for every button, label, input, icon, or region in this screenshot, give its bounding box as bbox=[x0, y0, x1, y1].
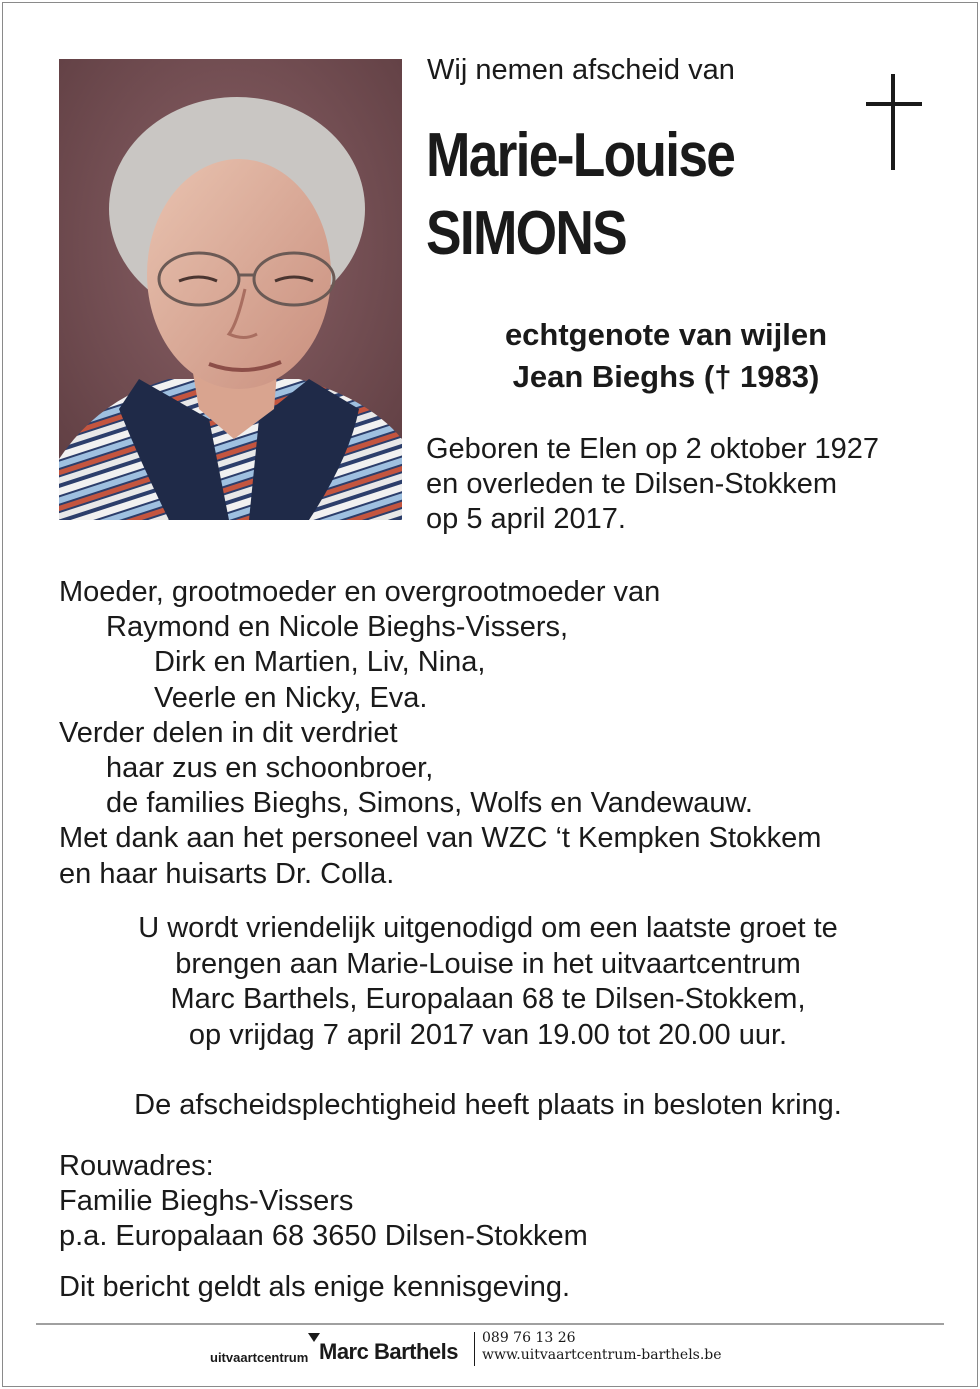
invitation-line: brengen aan Marie-Louise in het uitvaartcentrum bbox=[175, 947, 801, 980]
footer-separator bbox=[474, 1332, 475, 1366]
family-list bbox=[59, 575, 821, 892]
cross-icon bbox=[866, 74, 922, 170]
invitation-block bbox=[60, 911, 916, 1053]
family-line: haar zus en schoonbroer, bbox=[106, 752, 434, 785]
intro-text: Wij nemen afscheid van bbox=[427, 54, 735, 86]
spouse-line: Jean Bieghs († 1983) bbox=[512, 359, 820, 394]
family-line: Verder delen in dit verdriet bbox=[59, 716, 398, 749]
address-line: Rouwadres: bbox=[59, 1150, 214, 1182]
portrait-photo bbox=[59, 59, 402, 520]
family-line: Veerle en Nicky, Eva. bbox=[154, 681, 428, 714]
footer-brand: Marc Barthels bbox=[319, 1339, 459, 1364]
family-line: Dirk en Martien, Liv, Nina, bbox=[154, 646, 486, 679]
family-line: Met dank aan het personeel van WZC ‘t Kempken Stokkem bbox=[59, 822, 822, 855]
address-line: Familie Bieghs-Vissers bbox=[59, 1185, 354, 1217]
invitation-line: op vrijdag 7 april 2017 van 19.00 tot 20.00 uur. bbox=[188, 1018, 788, 1051]
footer-divider bbox=[36, 1323, 944, 1325]
spouse-line: echtgenote van wijlen bbox=[504, 317, 828, 352]
deceased-last-name: SIMONS bbox=[426, 199, 627, 268]
family-line: de families Bieghs, Simons, Wolfs en Vandewauw. bbox=[106, 787, 753, 820]
invitation-line: U wordt vriendelijk uitgenodigd om een laatste groet te bbox=[138, 912, 838, 944]
deceased-first-name: Marie-Louise bbox=[426, 121, 735, 190]
invitation-line: Marc Barthels, Europalaan 68 te Dilsen-Stokkem, bbox=[170, 983, 806, 1015]
birth-line: en overleden te Dilsen-Stokkem bbox=[426, 468, 838, 500]
birth-line: Geboren te Elen op 2 oktober 1927 bbox=[426, 433, 880, 465]
family-line: Raymond en Nicole Bieghs-Vissers, bbox=[106, 611, 569, 644]
address-line: p.a. Europalaan 68 3650 Dilsen-Stokkem bbox=[59, 1220, 588, 1252]
family-line: en haar huisarts Dr. Colla. bbox=[59, 857, 395, 890]
birth-death-block bbox=[426, 432, 879, 537]
footer-website: www.uitvaartcentrum-barthels.be bbox=[482, 1347, 722, 1363]
family-line: Moeder, grootmoeder en overgrootmoeder van bbox=[59, 576, 661, 608]
spouse-block bbox=[426, 314, 906, 398]
birth-line: op 5 april 2017. bbox=[426, 503, 626, 535]
notice-text: Dit bericht geldt als enige kennisgeving. bbox=[59, 1271, 571, 1303]
ceremony-text: De afscheidsplechtigheid heeft plaats in besloten kring. bbox=[134, 1089, 842, 1121]
footer-prefix: uitvaartcentrum bbox=[210, 1350, 309, 1365]
mourning-address bbox=[59, 1149, 588, 1254]
footer-phone: 089 76 13 26 bbox=[482, 1330, 576, 1346]
